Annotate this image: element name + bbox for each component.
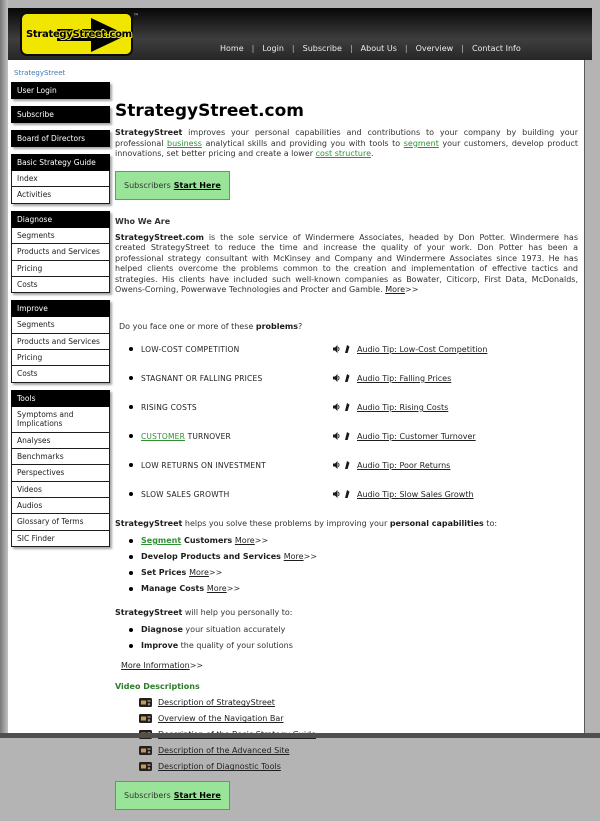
audio-tip-link[interactable]: Audio Tip: Slow Sales Growth bbox=[357, 489, 474, 499]
audio-glyph-icon[interactable] bbox=[344, 490, 350, 498]
video-link-overview-of-navigation-bar[interactable]: Overview of the Navigation Bar bbox=[158, 714, 284, 724]
video-descriptions-heading: Video Descriptions bbox=[115, 682, 200, 692]
sidebar-item-diagnose-segments[interactable]: Segments bbox=[12, 228, 109, 244]
more-information-link[interactable]: More Information bbox=[121, 661, 190, 671]
trademark-symbol: ™ bbox=[133, 13, 139, 20]
sidebar-item-sic-finder[interactable]: SIC Finder bbox=[17, 533, 55, 543]
audio-glyph-icon[interactable] bbox=[344, 374, 350, 382]
sidebar-item-videos[interactable]: Videos bbox=[12, 482, 109, 498]
audio-tip-link[interactable]: Audio Tip: Rising Costs bbox=[357, 402, 449, 412]
problem-label: CUSTOMER TURNOVER bbox=[141, 431, 231, 441]
bullet-dot-icon bbox=[129, 644, 133, 648]
bullet-dot-icon bbox=[129, 405, 133, 409]
page-title: StrategyStreet.com bbox=[115, 101, 305, 121]
subscribers-box-bottom bbox=[115, 781, 230, 810]
capability-item-set-prices: Set Prices More>> bbox=[115, 568, 578, 578]
sidebar-item-diagnose[interactable]: Diagnose bbox=[11, 211, 110, 228]
sidebar-item-improve[interactable]: Improve bbox=[11, 300, 110, 317]
bullet-dot-icon bbox=[129, 376, 133, 380]
audio-tip-link[interactable]: Audio Tip: Poor Returns bbox=[357, 460, 451, 470]
logo-text: StrategyStreet.com bbox=[26, 29, 132, 40]
sidebar-item-audios[interactable]: Audios bbox=[12, 498, 109, 514]
audio-tip-link[interactable]: Audio Tip: Low-Cost Competition bbox=[357, 344, 488, 354]
personal-intro: StrategyStreet will help you personally to: bbox=[115, 607, 293, 617]
sidebar-item-improve-segments[interactable]: Segments bbox=[12, 317, 109, 333]
video-link-advanced-site[interactable]: Description of the Advanced Site bbox=[158, 746, 290, 756]
audio-glyph-icon[interactable] bbox=[344, 461, 350, 469]
more-information: More Information>> bbox=[121, 661, 204, 671]
bullet-dot-icon bbox=[129, 539, 133, 543]
personal-item-diagnose: Diagnose your situation accurately bbox=[115, 625, 578, 635]
video-item bbox=[139, 714, 578, 723]
bullet-dot-icon bbox=[129, 434, 133, 438]
business-link[interactable]: business bbox=[167, 138, 202, 148]
problem-row-falling-prices bbox=[115, 374, 578, 383]
problem-label: STAGNANT OR FALLING PRICES bbox=[141, 373, 263, 383]
sidebar-item-diagnose-pricing[interactable]: Pricing bbox=[12, 261, 109, 277]
speaker-icon[interactable] bbox=[333, 461, 340, 469]
bullet-dot-icon bbox=[129, 628, 133, 632]
sidebar-item-improve-pricing[interactable]: Pricing bbox=[12, 350, 109, 366]
audio-tip-group bbox=[333, 403, 448, 412]
customer-link[interactable]: CUSTOMER bbox=[141, 431, 185, 441]
video-item bbox=[139, 762, 578, 771]
who-we-are-bold: StrategyStreet.com bbox=[115, 232, 204, 242]
nav-separator: | bbox=[291, 44, 295, 53]
window-left-edge bbox=[0, 0, 8, 738]
start-here-link-top[interactable]: Start Here bbox=[173, 180, 221, 190]
more-link[interactable]: More bbox=[234, 535, 255, 545]
problem-label-group bbox=[115, 490, 333, 499]
video-camera-icon[interactable] bbox=[139, 714, 152, 723]
speaker-icon[interactable] bbox=[333, 432, 340, 440]
speaker-icon[interactable] bbox=[333, 490, 340, 498]
sidebar-item-subscribe[interactable]: Subscribe bbox=[11, 106, 110, 123]
logo[interactable] bbox=[20, 12, 139, 56]
main-content bbox=[115, 81, 578, 821]
sidebar-item-index[interactable]: Index bbox=[12, 171, 109, 187]
problem-label: LOW-COST COMPETITION bbox=[141, 344, 240, 354]
nav-contact-info[interactable]: Contact Info bbox=[471, 44, 521, 53]
sidebar-item-diagnose-products-and-services[interactable]: Products and Services bbox=[12, 244, 109, 260]
sidebar-group-diagnose bbox=[11, 211, 110, 294]
more-link[interactable]: More bbox=[206, 583, 227, 593]
sidebar bbox=[11, 82, 110, 554]
video-camera-icon[interactable] bbox=[139, 762, 152, 771]
video-link-description-of-strategystreet[interactable]: Description of StrategyStreet bbox=[158, 698, 275, 708]
bullet-dot-icon bbox=[129, 571, 133, 575]
bullet-dot-icon bbox=[129, 587, 133, 591]
sidebar-item-improve-costs[interactable]: Costs bbox=[17, 369, 38, 379]
segment-customers-link[interactable]: Segment bbox=[141, 535, 182, 545]
sidebar-item-glossary-of-terms[interactable]: Glossary of Terms bbox=[12, 514, 109, 530]
nav-home[interactable]: Home bbox=[220, 44, 244, 53]
segment-link[interactable]: segment bbox=[403, 138, 439, 148]
nav-about-us[interactable]: About Us bbox=[360, 44, 397, 53]
problem-row-slow-sales-growth bbox=[115, 490, 578, 499]
sidebar-item-activities[interactable]: Activities bbox=[17, 190, 52, 200]
audio-tip-group bbox=[333, 374, 451, 383]
sidebar-group-basic-strategy-guide bbox=[11, 154, 110, 204]
audio-tip-group bbox=[333, 490, 474, 499]
personal-item-improve: Improve the quality of your solutions bbox=[115, 641, 578, 651]
bullet-dot-icon bbox=[129, 463, 133, 467]
subscribers-box-top bbox=[115, 171, 230, 200]
sidebar-item-symptoms-and-implications[interactable]: Symptoms and Implications bbox=[12, 407, 109, 433]
sidebar-item-benchmarks[interactable]: Benchmarks bbox=[12, 449, 109, 465]
problems-intro: Do you face one or more of these problems? bbox=[119, 321, 303, 331]
audio-glyph-icon[interactable] bbox=[344, 432, 350, 440]
video-item bbox=[139, 698, 578, 707]
nav-subscribe[interactable]: Subscribe bbox=[302, 44, 342, 53]
more-link[interactable]: More bbox=[189, 567, 209, 577]
speaker-icon[interactable] bbox=[333, 374, 340, 382]
problem-row-customer-turnover bbox=[115, 432, 578, 441]
audio-tip-link[interactable]: Audio Tip: Customer Turnover bbox=[357, 431, 476, 441]
nav-separator: | bbox=[461, 44, 464, 53]
sidebar-item-perspectives[interactable]: Perspectives bbox=[12, 465, 109, 481]
header-bar bbox=[8, 8, 592, 60]
more-link[interactable]: More bbox=[283, 551, 304, 561]
sidebar-group-tools bbox=[11, 390, 110, 547]
problem-label: LOW RETURNS ON INVESTMENT bbox=[141, 460, 266, 470]
bullet-dot-icon bbox=[129, 555, 133, 559]
subscribers-label: Subscribers bbox=[124, 791, 171, 801]
audio-glyph-icon[interactable] bbox=[344, 345, 350, 353]
audio-tip-link[interactable]: Audio Tip: Falling Prices bbox=[357, 373, 452, 383]
cost-structure-link[interactable]: cost structure bbox=[315, 149, 372, 159]
who-we-are-more-link[interactable]: More bbox=[385, 285, 406, 295]
nav-separator: | bbox=[404, 44, 408, 53]
sidebar-item-diagnose-costs[interactable]: Costs bbox=[17, 279, 38, 289]
sidebar-item-user-login[interactable]: User Login bbox=[11, 82, 110, 99]
problem-label-group bbox=[115, 461, 333, 470]
intro-bold: StrategyStreet bbox=[115, 128, 183, 137]
bullet-dot-icon bbox=[129, 347, 133, 351]
speaker-icon[interactable] bbox=[333, 345, 340, 353]
breadcrumb[interactable]: StrategyStreet bbox=[14, 69, 66, 77]
sidebar-group-improve bbox=[11, 300, 110, 383]
sidebar-item-basic-strategy-guide[interactable]: Basic Strategy Guide bbox=[11, 154, 110, 171]
problem-row-rising-costs bbox=[115, 403, 578, 412]
audio-glyph-icon[interactable] bbox=[344, 403, 350, 411]
video-item bbox=[139, 746, 578, 755]
sidebar-item-board-of-directors[interactable]: Board of Directors bbox=[11, 130, 110, 147]
start-here-link-bottom[interactable]: Start Here bbox=[173, 791, 221, 801]
problem-label-group bbox=[115, 403, 333, 412]
sidebar-item-analyses[interactable]: Analyses bbox=[12, 433, 109, 449]
problem-label-group bbox=[115, 374, 333, 383]
who-we-are-heading: Who We Are bbox=[115, 216, 171, 226]
video-camera-icon[interactable] bbox=[139, 746, 152, 755]
problem-row-low-returns bbox=[115, 461, 578, 470]
problem-label-group bbox=[115, 345, 333, 354]
speaker-icon[interactable] bbox=[333, 403, 340, 411]
audio-tip-group bbox=[333, 432, 476, 441]
bullet-dot-icon bbox=[129, 492, 133, 496]
sidebar-item-tools[interactable]: Tools bbox=[11, 390, 110, 407]
problem-label: RISING COSTS bbox=[141, 402, 197, 412]
audio-tip-group bbox=[333, 345, 487, 354]
nav-overview[interactable]: Overview bbox=[415, 44, 454, 53]
problem-row-low-cost-competition bbox=[115, 345, 578, 354]
video-camera-icon[interactable] bbox=[139, 698, 152, 707]
capabilities-intro: StrategyStreet helps you solve these problems by improving your personal capabilities to: bbox=[115, 518, 498, 528]
capability-item-develop-products: Develop Products and Services More>> bbox=[115, 552, 578, 562]
window-bottom-edge bbox=[0, 733, 600, 738]
page-body bbox=[8, 60, 585, 801]
top-navigation bbox=[220, 44, 521, 53]
nav-separator: | bbox=[349, 44, 353, 53]
subscribers-label: Subscribers bbox=[124, 180, 171, 190]
who-we-are-paragraph: StrategyStreet.com is the sole service of Windermere Associates, headed by Don Potter. Windermere has created StrategyStreet to reduce the time and increase the quality of your work. Don Potter has been a professional strategy consultant with McKinsey and Company and Windermere Associates since 1973. He has helped clients overcome the problems common to the creation and implementation of effective tactics and strategies. His clients have included such well-known companies as Bowater, Citicorp, First Data, McDonalds, Owens-Corning, Powerwave Technologies and Procter and Gamble. More>> bbox=[115, 232, 578, 295]
problem-label-group bbox=[115, 432, 333, 441]
nav-login[interactable]: Login bbox=[262, 44, 284, 53]
sidebar-item-improve-products-and-services[interactable]: Products and Services bbox=[12, 334, 109, 350]
capability-item-manage-costs: Manage Costs More>> bbox=[115, 584, 578, 594]
problem-label: SLOW SALES GROWTH bbox=[141, 489, 230, 499]
capability-item-segment-customers: Segment Customers More>> bbox=[115, 536, 578, 546]
intro-paragraph: StrategyStreet improves your personal capabilities and contributions to your company by building your professional business analytical skills and providing you with tools to segment your customers, develop product innovations, set better pricing and create a lower cost structure. bbox=[115, 128, 579, 159]
audio-tip-group bbox=[333, 461, 450, 470]
nav-separator: | bbox=[251, 44, 255, 53]
video-link-diagnostic-tools[interactable]: Description of Diagnostic Tools bbox=[158, 762, 281, 772]
